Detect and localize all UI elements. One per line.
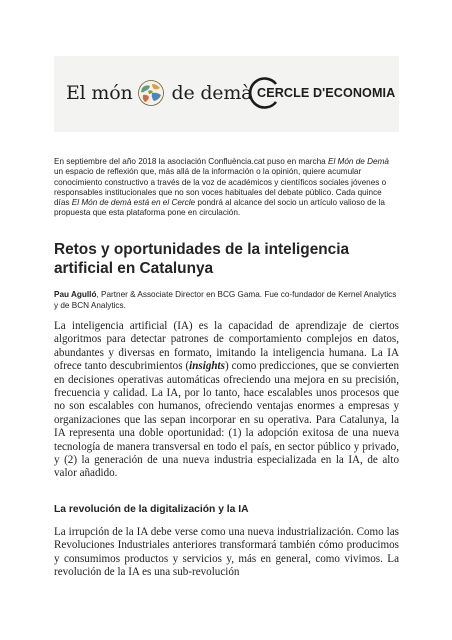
logo-dema-word: de demà: [171, 82, 253, 104]
author-bio: , Partner & Associate Director en BCG Gama. Fue co-fundador de Kernel Analytics y de BCN Analytics.: [54, 290, 397, 310]
intro-italic-cercle: El Món de demà está en el Cercle: [71, 198, 196, 208]
insights-term: insights: [189, 360, 225, 373]
intro-italic-el-mon: El Món de Demà: [328, 157, 389, 166]
author-name: Pau Agulló: [54, 290, 97, 299]
body-text: La inteligencia artificial (IA) es la capacidad de aprendizaje de ciertos algoritmos para detectar patrones de comportamiento complejos en datos, abundantes y diversas en formato, imitando la inteligencia humana. La IA ofrece tanto descubrimientos (: [54, 320, 399, 373]
cercle-logo-text: CERCLE D'ECONOMIA: [257, 86, 396, 100]
article-title: Retos y oportunidades de la inteligencia artificial en Catalunya: [54, 241, 350, 277]
intro-text: pondrá al alcance del socio un artículo valioso de la propuesta que esta plataforma pone en circulación.: [54, 198, 385, 218]
intro-text: un espacio de reflexión que, más allá de la información o la opinión, quiere acumular conocimiento constructivo a través de la voz de académicos y científicos sociales jóvenes o responsables institucionales que no son voces habituales del debate público. Cada quince días: [54, 167, 387, 208]
intro-paragraph: [54, 157, 399, 219]
globe-icon: [137, 79, 165, 107]
header-banner: [54, 56, 399, 132]
cercle-deconomia-logo: [246, 74, 395, 112]
el-mon-de-dema-logo: [66, 74, 252, 112]
body-paragraph-2: La irrupción de la IA debe verse como una nueva industrialización. Como las Revoluciones Industriales anteriores transformará también cómo producimos y consumimos productos y servicios y, más en general, como vivimos. La revolución de la IA es una sub-revolución: [54, 526, 399, 579]
body-paragraph-1: [54, 320, 399, 481]
intro-text: En septiembre del año 2018 la asociación Confluència.cat puso en marcha: [54, 157, 328, 166]
section-subheading: La revolución de la digitalización y la IA: [54, 504, 249, 515]
author-byline: [54, 290, 399, 311]
body-text: ) como predicciones, que se convierten en decisiones operativas automáticas ofreciendo una mejora en su precisión, frecuencia y calidad. La IA, por lo tanto, hace escalables unos procesos que no son escalables con humanos, ofreciendo ventajas enormes a empresas y organizaciones que las sepan incorporar en su operativa. Para Catalunya, la IA representa una doble oportunidad: (1) la adopción exitosa de una nueva tecnología de manera transversal en todo el país, en sector público y privado, y (2) la generación de una nueva industria especializada en la IA, de alto valor añadido.: [54, 360, 399, 480]
logo-mon-word: El món: [66, 82, 133, 104]
